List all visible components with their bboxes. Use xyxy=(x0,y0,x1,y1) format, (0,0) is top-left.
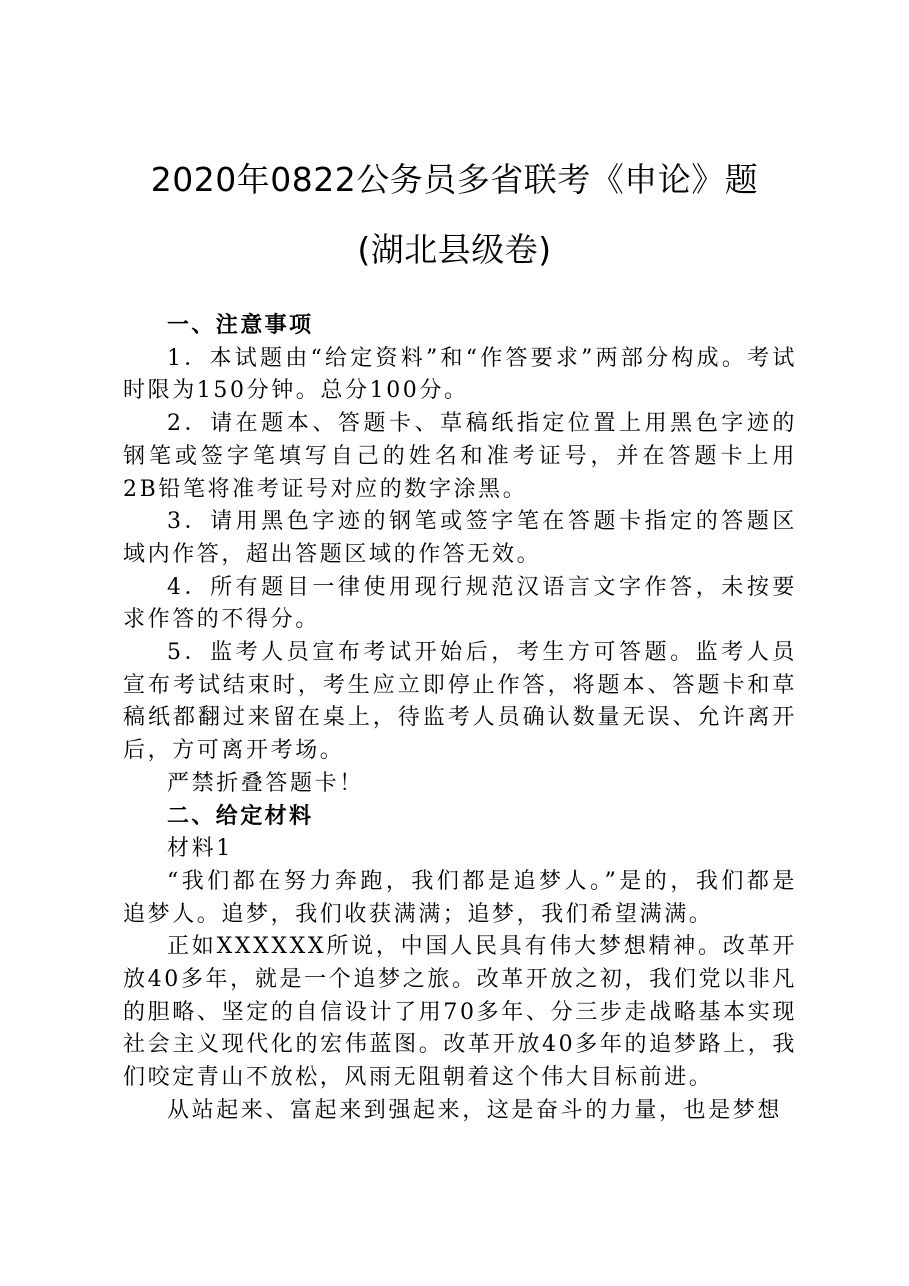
material-paragraph-3: 从站起来、富起来到强起来，这是奋斗的力量，也是梦想 xyxy=(167,1097,783,1123)
note-item-5: 5．监考人员宣布考试开始后，考生方可答题。监考人员宣布考试结束时，考生应立即停止作答，将题本、答题卡和草稿纸都翻过来留在桌上，待监考人员确认数量无误、允许离开后，方可离开考场。 xyxy=(123,640,797,764)
section-heading-notes: 一、注意事项 xyxy=(167,313,314,338)
document-title: 2020年0822公务员多省联考《申论》题 xyxy=(150,160,759,199)
document-body xyxy=(123,310,797,1128)
note-item-2: 2．请在题本、答题卡、草稿纸指定位置上用黑色字迹的钢笔或签字笔填写自己的姓名和准考证号，并在答题卡上用2B铅笔将准考证号对应的数字涂黑。 xyxy=(123,411,797,502)
material-paragraph-2: 正如XXXXXX所说，中国人民具有伟大梦想精神。改革开放40多年，就是一个追梦之旅。改革开放之初，我们党以非凡的胆略、坚定的自信设计了用70多年、分三步走战略基本实现社会主义现代化的宏伟蓝图。改革开放40多年的追梦路上，我们咬定青山不放松，风雨无阻朝着这个伟大目标前进。 xyxy=(123,934,797,1091)
note-item-1: 1．本试题由“给定资料”和“作答要求”两部分构成。考试时限为150分钟。总分100分。 xyxy=(123,345,797,404)
document-subtitle: (湖北县级卷) xyxy=(357,230,552,269)
note-item-3: 3．请用黑色字迹的钢笔或签字笔在答题卡指定的答题区域内作答，超出答题区域的作答无效。 xyxy=(123,509,797,567)
section-heading-materials: 二、给定材料 xyxy=(167,803,314,829)
material-label: 材料1 xyxy=(167,836,233,862)
warning-text: 严禁折叠答题卡！ xyxy=(167,770,364,796)
material-paragraph-1: “我们都在努力奔跑，我们都是追梦人。”是的，我们都是追梦人。追梦，我们收获满满；追梦，我们希望满满。 xyxy=(123,868,797,927)
note-item-4: 4．所有题目一律使用现行规范汉语言文字作答，未按要求作答的不得分。 xyxy=(123,574,797,633)
